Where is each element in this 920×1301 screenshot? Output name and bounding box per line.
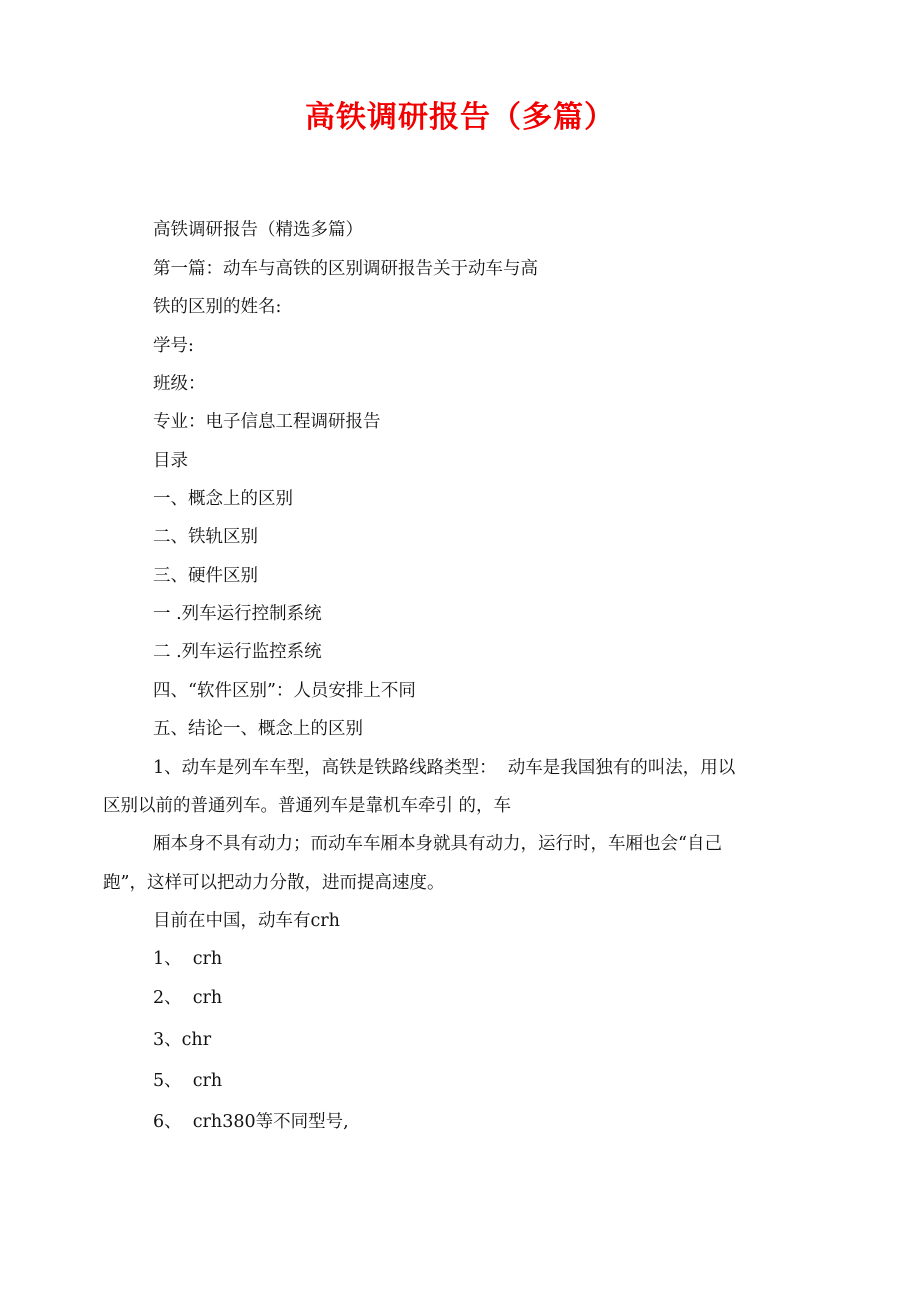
paragraph-line: 学号: (153, 336, 194, 356)
toc-item: 三、硬件区别 (153, 566, 258, 586)
toc-heading: 目录 (153, 451, 188, 471)
paragraph-line: 目前在中国，动车有crh (153, 911, 340, 931)
toc-item: 一、概念上的区别 (153, 489, 293, 509)
list-item: 6、 crh380等不同型号, (153, 1112, 349, 1132)
paragraph-line: 专业：电子信息工程调研报告 (153, 412, 381, 432)
paragraph-line: 区别以前的普通列车。普通列车是靠机车牵引 的，车 (103, 796, 512, 816)
paragraph-line: 厢本身不具有动力；而动车车厢本身就具有动力，运行时，车厢也会“自己 (153, 834, 722, 854)
toc-item: 二、铁轨区别 (153, 527, 258, 547)
paragraph-line: 班级： (153, 374, 206, 394)
paragraph-line: 1、动车是列车车型，高铁是铁路线路类型： 动车是我国独有的叫法，用以 (153, 758, 736, 778)
list-item: 1、 crh (153, 949, 223, 969)
toc-item: 五、结论一、概念上的区别 (153, 719, 363, 739)
list-item: 3、chr (153, 1030, 212, 1050)
toc-item: 二 .列车运行监控系统 (153, 642, 322, 662)
paragraph-line: 跑”，这样可以把动力分散，进而提高速度。 (103, 873, 445, 893)
list-item: 2、 crh (153, 988, 223, 1008)
document-title: 高铁调研报告（多篇） (305, 100, 615, 135)
paragraph-line: 铁的区别的姓名: (153, 297, 282, 317)
list-item: 5、 crh (153, 1071, 223, 1091)
toc-item: 一 .列车运行控制系统 (153, 604, 322, 624)
paragraph-line: 第一篇：动车与高铁的区别调研报告关于动车与高 (153, 259, 538, 279)
paragraph-line: 高铁调研报告（精选多篇） (153, 220, 363, 240)
toc-item: 四、“软件区别”：人员安排上不同 (153, 681, 416, 701)
